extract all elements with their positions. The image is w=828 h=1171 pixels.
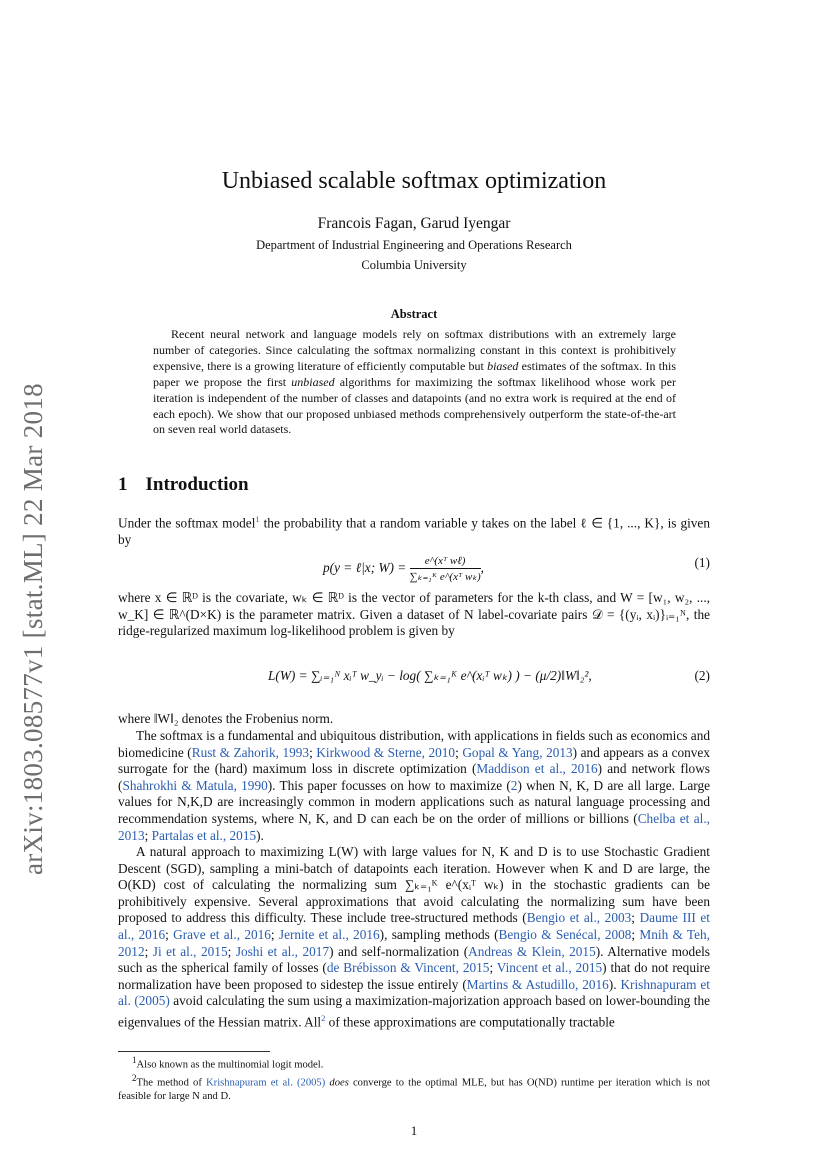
citation-link[interactable]: Jernite et al., 2016 bbox=[278, 926, 380, 942]
citation-link[interactable]: Chelba et al., 2013 bbox=[118, 810, 710, 843]
author-list: Francois Fagan, Garud Iyengar bbox=[317, 215, 511, 232]
equation-1: p(y = ℓ|x; W) = $\frac{\text{e\textasciicircum{}(xᵀ wℓ)}}{\text{∑ₖ₌₁ᴷ e\textasciicircum{}(xᵀ wₖ)}}$ , (1) bbox=[323, 555, 710, 583]
abstract-text: Recent neural network and language models rely on softmax distributions with an extremely large number of categories. Since calculating the softmax normalizing constant in this context is prohibitively expensive, there is a growing literature of efficiently computable but biased estimates of the softmax. In this paper we propose the first unbiased algorithms for maximizing the softmax likelihood whose work per iteration is independent of the number of classes and datapoints (and no extra work is required at the end of each epoch). We show that our proposed unbiased methods comprehensively outperform the state-of-the-art on seven real world datasets. bbox=[153, 327, 676, 437]
intro-paragraph-1: Under the softmax model$^1$ the probability that a random variable y takes on the label ℓ ∈ {1, ..., K}, is given by bbox=[118, 514, 710, 548]
equation-2-number: (2) bbox=[694, 668, 710, 683]
paper-title: Unbiased scalable softmax optimization bbox=[221, 168, 607, 194]
citation-link[interactable]: Rust & Zahorik, 1993 bbox=[191, 744, 310, 760]
citation-link[interactable]: Grave et al., 2016 bbox=[173, 926, 271, 942]
intro-paragraph-4: The softmax is a fundamental and ubiquitous distribution, with applications in fields such as economics and biomedicine (Rust & Zahorik, 1993; Kirkwood & Sterne, 2010; Gopal & Yang, 2013) and appears as a convex surrogate for the (hard) maximum loss in discrete optimization (Maddison et al., 2016) and network flows (Shahrokhi & Matula, 1990). This paper focusses on how to maximize (2) when N, K, D are all large. Large values for N,K,D are increasingly common in modern applications such as natural language processing and recommendation systems, where N, K, and D can each be on the order of millions or billions (Chelba et al., 2013; Partalas et al., 2015). bbox=[118, 728, 710, 843]
page-number: 1 bbox=[410, 1123, 418, 1138]
citation-link[interactable]: Shahrokhi & Matula, 1990 bbox=[122, 777, 268, 793]
section-heading-introduction: 1 Introduction bbox=[118, 474, 249, 495]
abstract-heading: Abstract bbox=[390, 307, 438, 321]
citation-link[interactable]: Bengio et al., 2003 bbox=[526, 910, 632, 926]
citation-link[interactable]: Mnih & Teh, 2012 bbox=[118, 926, 710, 959]
footnote-2: $^2$The method of Krishnapuram et al. (2005) does converge to the optimal MLE, but has O(ND) runtime per iteration which is not feasible for large N and D. bbox=[118, 1073, 710, 1103]
equation-2: L(W) = ∑ᵢ₌₁ᴺ xᵢᵀ w_yᵢ − log( ∑ₖ₌₁ᴷ e^(xᵢᵀ wₖ) ) − (μ/2)‖W‖₂², (2) bbox=[268, 668, 710, 683]
citation-link[interactable]: Partalas et al., 2015 bbox=[151, 827, 257, 843]
intro-paragraph-3: where ‖W‖₂ denotes the Frobenius norm. bbox=[118, 711, 334, 726]
footnotes bbox=[118, 1054, 710, 1104]
affiliation-department: Department of Industrial Engineering and Operations Research bbox=[256, 238, 572, 252]
citation-link[interactable]: Maddison et al., 2016 bbox=[476, 761, 598, 777]
footnote-divider bbox=[118, 1051, 270, 1052]
citation-link[interactable]: Andreas & Klein, 2015 bbox=[468, 943, 596, 959]
citation-link[interactable]: Kirkwood & Sterne, 2010 bbox=[316, 744, 456, 760]
citation-link[interactable]: de Brébisson & Vincent, 2015 bbox=[326, 960, 490, 976]
citation-link[interactable]: Daume III et al., 2016 bbox=[118, 910, 710, 942]
citation-link[interactable]: Ji et al., 2015 bbox=[152, 943, 228, 959]
equation-1-number: (1) bbox=[694, 555, 710, 570]
intro-paragraph-5: A natural approach to maximizing L(W) with large values for N, K and D is to use Stochastic Gradient Descent (SGD), sampling a mini-batch of datapoints each iteration. However when K and D are large, the O(KD) cost of calculating the normalizing sum ∑ₖ₌₁ᴷ e^(xᵢᵀ wₖ) in the stochastic gradients can be prohibitively expensive. Several approximations that avoid calculating the normalizing sum have been proposed to address this difficulty. These include tree-structured methods (Bengio et al., 2003; Daume III et al., 2016; Grave et al., 2016; Jernite et al., 2016), sampling methods (Bengio & Senécal, 2008; Mnih & Teh, 2012; Ji et al., 2015; Joshi et al., 2017) and self-normalization (Andreas & Klein, 2015). Alternative models such as the spherical family of losses (de Brébisson & Vincent, 2015; Vincent et al., 2015) that do not require normalization have been proposed to sidestep the issue entirely (Martins & Astudillo, 2016). Krishnapuram et al. (2005) avoid calculating the sum using a maximization-majorization approach based on lower-bounding the eigenvalues of the Hessian matrix. All$^2$ of these approximations are computationally tractable bbox=[118, 844, 710, 1030]
citation-link[interactable]: Joshi et al., 2017 bbox=[235, 943, 330, 959]
equation-reference-link[interactable]: 2 bbox=[510, 777, 518, 793]
citation-link[interactable]: Martins & Astudillo, 2016 bbox=[466, 976, 609, 992]
intro-paragraph-2: where x ∈ ℝᴰ is the covariate, wₖ ∈ ℝᴰ is the vector of parameters for the k-th class, and W = [w₁, w₂, ..., w_K] ∈ ℝ^(D×K) is the parameter matrix. Given a dataset of N label-covariate pairs 𝒟 = {(yᵢ, xᵢ)}ᵢ₌₁ᴺ, the ridge-regularized maximum log-likelihood problem is given by bbox=[118, 590, 710, 639]
arxiv-identifier: arXiv:1803.08577v1 [stat.ML] 22 Mar 2018 bbox=[18, 383, 48, 875]
citation-link[interactable]: Krishnapuram et al. (2005) bbox=[118, 976, 710, 1009]
citation-link[interactable]: Gopal & Yang, 2013 bbox=[462, 744, 573, 760]
citation-link[interactable]: Krishnapuram et al. (2005) bbox=[206, 1077, 326, 1089]
affiliation-university: Columbia University bbox=[361, 258, 467, 272]
citation-link[interactable]: Vincent et al., 2015 bbox=[496, 960, 603, 976]
footnote-1: $^1$Also known as the multinomial logit model. bbox=[132, 1055, 324, 1071]
citation-link[interactable]: Bengio & Senécal, 2008 bbox=[498, 926, 632, 942]
footnote-2-link[interactable]: 2 bbox=[321, 1012, 326, 1023]
footnote-1-link[interactable]: 1 bbox=[255, 514, 260, 524]
